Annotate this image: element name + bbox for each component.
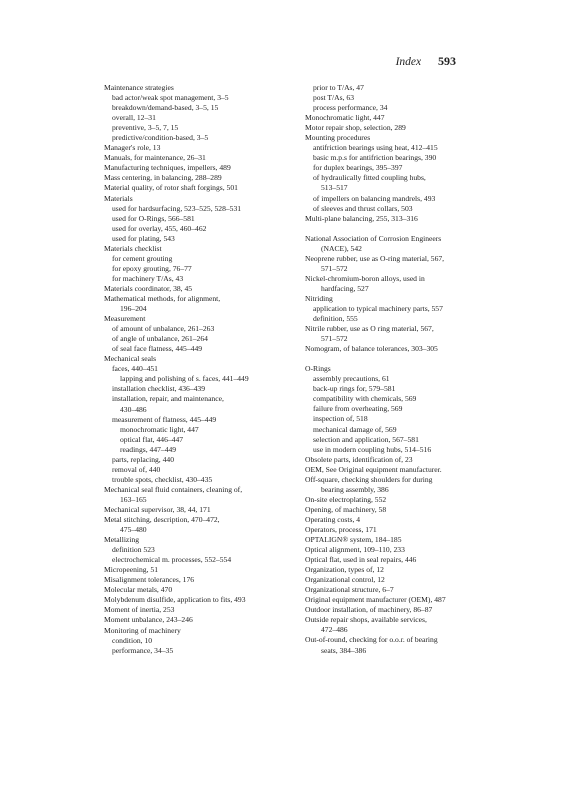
index-subentry: of hydraulically fitted coupling hubs, bbox=[313, 173, 426, 183]
index-entry: Organizational structure, 6–7 bbox=[305, 585, 394, 595]
index-subentry: used for plating, 543 bbox=[112, 233, 175, 243]
index-subentry: for cement grouting bbox=[112, 253, 173, 263]
index-subentry: of sleeves and thrust collars, 503 bbox=[313, 203, 413, 213]
index-subentry: faces, 440–451 bbox=[112, 364, 158, 374]
index-subentry: removal of, 440 bbox=[112, 464, 161, 474]
index-entry: Material quality, of rotor shaft forgings, 501 bbox=[104, 183, 238, 193]
index-subentry: back-up rings for, 579–581 bbox=[313, 384, 396, 394]
index-entry: Nickel-chromium-boron alloys, used in bbox=[305, 273, 425, 283]
index-column-left bbox=[104, 83, 304, 656]
index-continuation: seats, 384–386 bbox=[321, 645, 367, 655]
index-subentry: antifriction bearings using heat, 412–415 bbox=[313, 143, 438, 153]
index-continuation: readings, 447–449 bbox=[120, 444, 177, 454]
index-entry: Manuals, for maintenance, 26–31 bbox=[104, 153, 206, 163]
index-entry: Manufacturing techniques, impellers, 489 bbox=[104, 163, 231, 173]
index-entry: Obsolete parts, identification of, 23 bbox=[305, 454, 413, 464]
index-entry: Organizational control, 12 bbox=[305, 575, 385, 585]
index-column-right bbox=[305, 83, 505, 656]
index-continuation: lapping and polishing of s. faces, 441–449 bbox=[120, 374, 249, 384]
page-number: 593 bbox=[438, 54, 456, 68]
index-subentry: preventive, 3–5, 7, 15 bbox=[112, 123, 179, 133]
index-entry: Materials coordinator, 38, 45 bbox=[104, 283, 193, 293]
index-entry: Nitrile rubber, use as O ring material, 567, bbox=[305, 324, 434, 334]
index-subentry: predictive/condition-based, 3–5 bbox=[112, 133, 209, 143]
index-subentry: used for hardsurfacing, 523–525, 528–531 bbox=[112, 203, 242, 213]
index-subentry: overall, 12–31 bbox=[112, 113, 156, 123]
index-entry: Micropeening, 51 bbox=[104, 565, 158, 575]
index-subentry: assembly precautions, 61 bbox=[313, 374, 390, 384]
index-subentry: performance, 34–35 bbox=[112, 645, 174, 655]
index-subentry: mechanical damage of, 569 bbox=[313, 424, 397, 434]
section-gap bbox=[305, 354, 505, 364]
index-entry: Nitriding bbox=[305, 293, 333, 303]
running-head-title: Index bbox=[395, 56, 422, 68]
index-subentry: condition, 10 bbox=[112, 635, 153, 645]
index-continuation: hardfacing, 527 bbox=[321, 283, 369, 293]
index-entry: Mass centering, in balancing, 288–289 bbox=[104, 173, 222, 183]
index-entry: Monochromatic light, 447 bbox=[305, 113, 385, 123]
index-continuation: 163–165 bbox=[120, 494, 147, 504]
index-subentry: prior to T/As, 47 bbox=[313, 83, 364, 92]
index-entry: OPTALIGN® system, 184–185 bbox=[305, 535, 402, 545]
index-continuation: optical flat, 446–447 bbox=[120, 434, 184, 444]
index-entry: Nomogram, of balance tolerances, 303–305 bbox=[305, 344, 438, 354]
index-entry: Mathematical methods, for alignment, bbox=[104, 293, 221, 303]
index-subentry: electrochemical m. processes, 552–554 bbox=[112, 555, 232, 565]
index-subentry: inspection of, 518 bbox=[313, 414, 368, 424]
index-subentry: selection and application, 567–581 bbox=[313, 434, 419, 444]
index-subentry: definition, 555 bbox=[313, 314, 358, 324]
index-subentry: of amount of unbalance, 261–263 bbox=[112, 324, 215, 334]
index-subentry: for duplex bearings, 395–397 bbox=[313, 163, 403, 173]
page-header bbox=[396, 54, 456, 69]
index-subentry: of seal face flatness, 445–449 bbox=[112, 344, 203, 354]
index-subentry: parts, replacing, 440 bbox=[112, 454, 174, 464]
index-entry: Original equipment manufacturer (OEM), 487 bbox=[305, 595, 446, 605]
index-subentry: of impellers on balancing mandrels, 493 bbox=[313, 193, 436, 203]
index-entry: Mechanical seal fluid containers, cleaning of, bbox=[104, 484, 243, 494]
index-entry: Mounting procedures bbox=[305, 133, 371, 143]
index-entry: Misalignment tolerances, 176 bbox=[104, 575, 195, 585]
index-entry: Off-square, checking shoulders for during bbox=[305, 474, 433, 484]
index-continuation: 430–486 bbox=[120, 404, 147, 414]
section-gap bbox=[305, 224, 505, 234]
index-entry: National Association of Corrosion Engineers bbox=[305, 233, 442, 243]
index-subentry: post T/As, 63 bbox=[313, 93, 354, 103]
index-subentry: application to typical machinery parts, 557 bbox=[313, 303, 443, 313]
index-entry: OEM, See Original equipment manufacturer. bbox=[305, 464, 442, 474]
index-entry: Organization, types of, 12 bbox=[305, 565, 384, 575]
index-subentry: used for O-Rings, 566–581 bbox=[112, 213, 195, 223]
index-subentry: basic m.p.s for antifriction bearings, 390 bbox=[313, 153, 437, 163]
index-entry: Optical flat, used in seal repairs, 446 bbox=[305, 555, 417, 565]
index-entry: Monitoring of machinery bbox=[104, 625, 181, 635]
index-continuation: 475–480 bbox=[120, 525, 147, 535]
index-continuation: 513–517 bbox=[321, 183, 348, 193]
index-continuation: monochromatic light, 447 bbox=[120, 424, 199, 434]
index-subentry: of angle of unbalance, 261–264 bbox=[112, 334, 208, 344]
index-entry: Motor repair shop, selection, 289 bbox=[305, 123, 406, 133]
index-continuation: 472–486 bbox=[321, 625, 348, 635]
index-entry: Metal stitching, description, 470–472, bbox=[104, 515, 220, 525]
index-entry: Measurement bbox=[104, 314, 146, 324]
index-subentry: trouble spots, checklist, 430–435 bbox=[112, 474, 213, 484]
index-entry: Outside repair shops, available services, bbox=[305, 615, 427, 625]
index-entry: Materials bbox=[104, 193, 133, 203]
index-subentry: breakdown/demand-based, 3–5, 15 bbox=[112, 103, 219, 113]
index-subentry: installation, repair, and maintenance, bbox=[112, 394, 224, 404]
index-subentry: installation checklist, 436–439 bbox=[112, 384, 206, 394]
index-entry: Moment unbalance, 243–246 bbox=[104, 615, 193, 625]
index-subentry: for epoxy grouting, 76–77 bbox=[112, 263, 192, 273]
index-continuation: bearing assembly, 386 bbox=[321, 484, 389, 494]
index-subentry: use in modern coupling hubs, 514–516 bbox=[313, 444, 432, 454]
index-entry: Operators, process, 171 bbox=[305, 524, 377, 534]
index-continuation: 571–572 bbox=[321, 263, 348, 273]
index-subentry: for machinery T/As, 43 bbox=[112, 273, 184, 283]
index-continuation: 571–572 bbox=[321, 334, 348, 344]
index-subentry: compatibility with chemicals, 569 bbox=[313, 394, 417, 404]
index-entry: Operating costs, 4 bbox=[305, 514, 361, 524]
index-entry: Neoprene rubber, use as O-ring material, 567, bbox=[305, 253, 445, 263]
index-subentry: process performance, 34 bbox=[313, 103, 388, 113]
index-entry: O-Rings bbox=[305, 364, 331, 374]
index-entry: On-site electroplating, 552 bbox=[305, 494, 387, 504]
index-entry: Mechanical supervisor, 38, 44, 171 bbox=[104, 504, 211, 514]
index-entry: Outdoor installation, of machinery, 86–87 bbox=[305, 605, 433, 615]
index-entry: Maintenance strategies bbox=[104, 83, 174, 92]
index-entry: Moment of inertia, 253 bbox=[104, 605, 175, 615]
index-subentry: used for overlay, 455, 460–462 bbox=[112, 223, 207, 233]
index-entry: Out-of-round, checking for o.o.r. of bearing bbox=[305, 635, 438, 645]
index-entry: Manager's role, 13 bbox=[104, 143, 161, 153]
index-entry: Molecular metals, 470 bbox=[104, 585, 173, 595]
index-subentry: definition 523 bbox=[112, 545, 155, 555]
index-entry: Materials checklist bbox=[104, 243, 162, 253]
index-entry: Multi-plane balancing, 255, 313–316 bbox=[305, 213, 418, 223]
index-entry: Molybdenum disulfide, application to fits, 493 bbox=[104, 595, 246, 605]
index-subentry: failure from overheating, 569 bbox=[313, 404, 403, 414]
index-entry: Opening, of machinery, 58 bbox=[305, 504, 387, 514]
index-entry: Mechanical seals bbox=[104, 354, 157, 364]
index-continuation: 196–204 bbox=[120, 304, 147, 314]
index-continuation: (NACE), 542 bbox=[321, 243, 362, 253]
index-entry: Metallizing bbox=[104, 535, 140, 545]
index-subentry: measurement of flatness, 445–449 bbox=[112, 414, 217, 424]
index-subentry: bad actor/weak spot management, 3–5 bbox=[112, 93, 229, 103]
index-entry: Optical alignment, 109–110, 233 bbox=[305, 545, 405, 555]
